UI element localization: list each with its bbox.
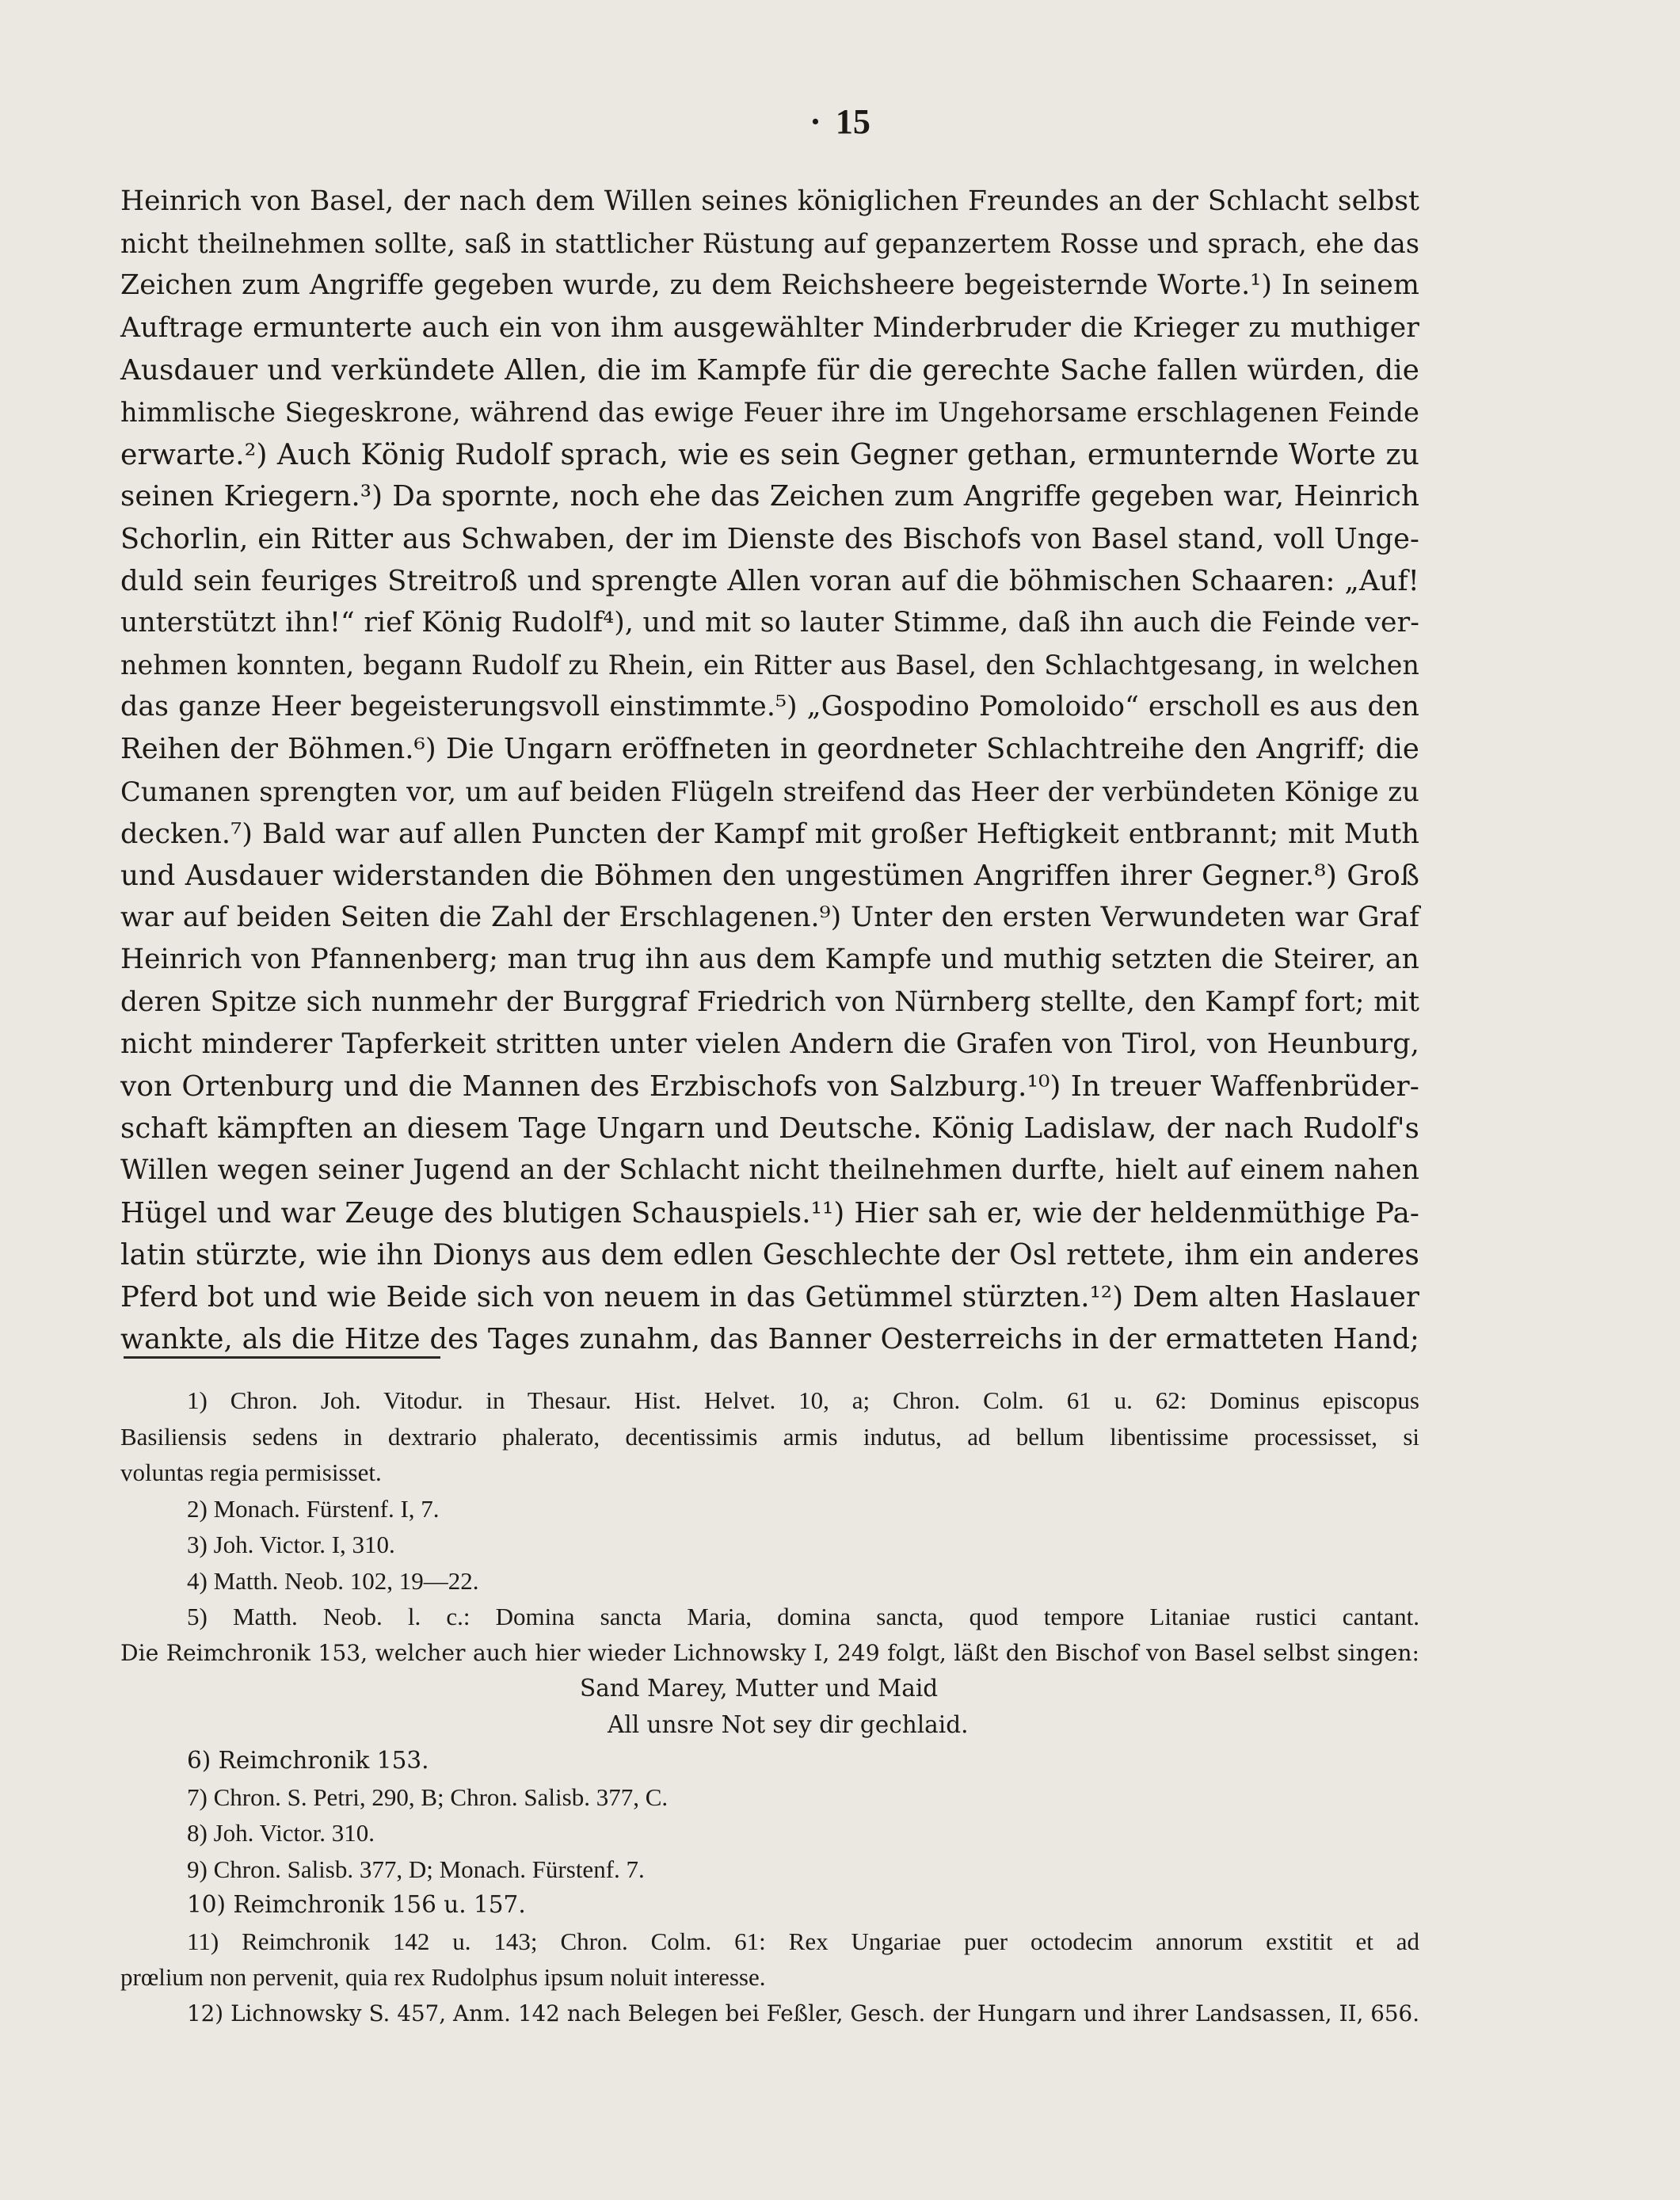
footnote-line: 4) Matth. Neob. 102, 19—22.	[187, 1566, 479, 1595]
body-line: Hügel und war Zeuge des blutigen Schauspiels.¹¹) Hier sah er, wie der heldenmüthige Pa-	[120, 1196, 1419, 1230]
footnote-line: 8) Joh. Victor. 310.	[187, 1819, 375, 1847]
body-line: Heinrich von Basel, der nach dem Willen seines königlichen Freundes an der Schlacht selbst	[120, 185, 1419, 217]
page-number	[0, 101, 1680, 142]
body-line: schaft kämpften an diesem Tage Ungarn und Deutsche. König Ladislaw, der nach Rudolf's	[120, 1112, 1419, 1146]
body-line: und Ausdauer widerstanden die Böhmen den ungestümen Angriffen ihrer Gegner.⁸) Groß	[120, 860, 1419, 892]
body-line: war auf beiden Seiten die Zahl der Erschlagenen.⁹) Unter den ersten Verwundeten war Graf	[120, 902, 1419, 934]
body-line: decken.⁷) Bald war auf allen Puncten der Kampf mit großer Heftigkeit entbrannt; mit Muth	[120, 817, 1419, 850]
body-line: Heinrich von Pfannenberg; man trug ihn aus dem Kampfe und muthig setzten die Steirer, an	[120, 944, 1419, 976]
footnote-line: 9) Chron. Salisb. 377, D; Monach. Fürstenf. 7.	[187, 1855, 645, 1883]
body-line: Schorlin, ein Ritter aus Schwaben, der im Dienste des Bischofs von Basel stand, voll Unge-	[120, 522, 1419, 555]
body-line: latin stürzte, wie ihn Dionys aus dem edlen Geschlechte der Osl rettete, ihm ein anderes	[120, 1237, 1419, 1272]
footnote-line: 6) Reimchronik 153.	[187, 1747, 429, 1774]
footnote-line: Sand Marey, Mutter und Maid	[580, 1675, 939, 1702]
body-line: nicht theilnehmen sollte, saß in stattlicher Rüstung auf gepanzertem Rosse und sprach, ehe das	[120, 228, 1419, 260]
footnote-line: 10) Reimchronik 156 u. 157.	[187, 1891, 526, 1918]
footnote-line: prœlium non pervenit, quia rex Rudolphus ipsum noluit interesse.	[120, 1963, 766, 1991]
body-line: himmlische Siegeskrone, während das ewige Feuer ihre im Ungehorsame erschlagenen Feinde	[120, 396, 1419, 428]
footnote-line: 11) Reimchronik 142 u. 143; Chron. Colm. 61: Rex Ungariae puer octodecim annorum exstitit et ad	[187, 1927, 1419, 1955]
footnote-line: All unsre Not sey dir gechlaid.	[608, 1710, 969, 1738]
footnote-line: 7) Chron. S. Petri, 290, B; Chron. Salisb. 377, C.	[187, 1782, 669, 1811]
body-line: Cumanen sprengten vor, um auf beiden Flügeln streifend das Heer der verbündeten Könige zu	[120, 776, 1419, 807]
body-line: erwarte.²) Auch König Rudolf sprach, wie es sein Gegner gethan, ermunternde Worte zu	[120, 437, 1419, 472]
body-line: Reihen der Böhmen.⁶) Die Ungarn eröffneten in geordneter Schlachtreihe den Angriff; die	[120, 733, 1419, 766]
footnotes	[120, 1382, 1419, 2031]
footnote-line: 5) Matth. Neob. l. c.: Domina sancta Maria, domina sancta, quod tempore Litaniae rustici cantant.	[187, 1603, 1419, 1630]
body-line: seinen Kriegern.³) Da spornte, noch ehe das Zeichen zum Angriffe gegeben war, Heinrich	[120, 480, 1419, 513]
page-number-value: 15	[835, 102, 870, 141]
footnote-line: voluntas regia permisisset.	[120, 1458, 382, 1486]
body-line: nicht minderer Tapferkeit stritten unter vielen Andern die Grafen von Tirol, von Heunburg,	[120, 1028, 1419, 1060]
body-line: Willen wegen seiner Jugend an der Schlacht nicht theilnehmen durfte, hielt auf einem nahen	[120, 1154, 1419, 1187]
footnote-line: 1) Chron. Joh. Vitodur. in Thesaur. Hist. Helvet. 10, a; Chron. Colm. 61 u. 62: Dominus episcopus	[187, 1386, 1419, 1414]
footnote-line: 12) Lichnowsky S. 457, Anm. 142 nach Belegen bei Feßler, Gesch. der Hungarn und ihrer Landsassen, II, 656.	[187, 2000, 1419, 2027]
body-line: Zeichen zum Angriffe gegeben wurde, zu dem Reichsheere begeisternde Worte.¹) In seinem	[120, 269, 1419, 302]
body-line: nehmen konnten, begann Rudolf zu Rhein, ein Ritter aus Basel, den Schlachtgesang, in welchen	[120, 650, 1419, 681]
body-line: deren Spitze sich nunmehr der Burggraf Friedrich von Nürnberg stellte, den Kampf fort; mit	[120, 986, 1419, 1018]
footnote-line: 3) Joh. Victor. I, 310.	[187, 1531, 395, 1558]
footnote-line: 2) Monach. Fürstenf. I, 7.	[187, 1494, 440, 1523]
body-line: von Ortenburg und die Mannen des Erzbischofs von Salzburg.¹⁰) In treuer Waffenbrüder-	[120, 1069, 1419, 1103]
body-line: duld sein feuriges Streitroß und sprengte Allen voran auf die böhmischen Schaaren: „Auf!	[120, 564, 1419, 597]
body-line: unterstützt ihn!“ rief König Rudolf⁴), und mit so lauter Stimme, daß ihn auch die Feinde ver-	[120, 606, 1419, 639]
body-line: Ausdauer und verkündete Allen, die im Kampfe für die gerechte Sache fallen würden, die	[120, 353, 1419, 387]
body-text	[120, 181, 1419, 1360]
footnote-line: Die Reimchronik 153, welcher auch hier wieder Lichnowsky I, 249 folgt, läßt den Bischof von Basel selbst singen:	[120, 1639, 1419, 1666]
body-line: Pferd bot und wie Beide sich von neuem in das Getümmel stürzten.¹²) Dem alten Haslauer	[120, 1280, 1419, 1314]
page-number-dot: ·	[810, 102, 821, 141]
body-line: Auftrage ermunterte auch ein von ihm ausgewählter Minderbruder die Krieger zu muthiger	[120, 311, 1419, 344]
body-line: wankte, als die Hitze des Tages zunahm, das Banner Oesterreichs in der ermatteten Hand;	[120, 1323, 1419, 1356]
footnote-separator	[124, 1356, 440, 1359]
footnote-line: Basiliensis sedens in dextrario phalerato, decentissimis armis indutus, ad bellum libentissime processisset, si	[120, 1422, 1419, 1451]
body-line: das ganze Heer begeisterungsvoll einstimmte.⁵) „Gospodino Pomoloido“ erscholl es aus den	[120, 691, 1419, 723]
